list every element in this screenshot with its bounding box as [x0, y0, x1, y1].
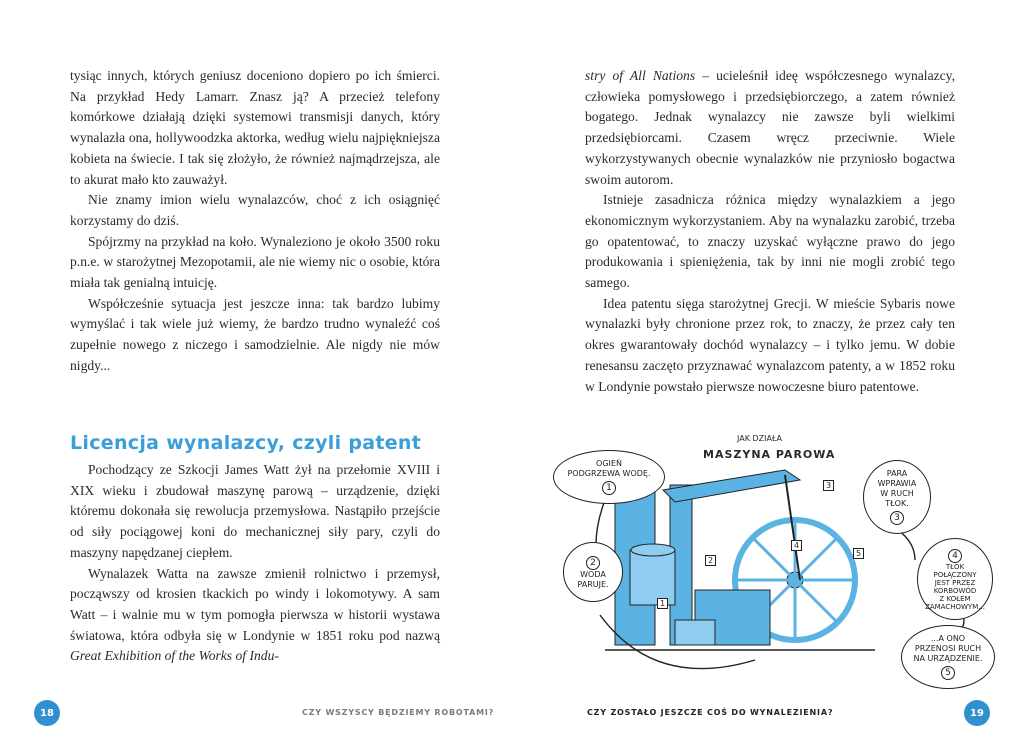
callout-line: TŁOK.	[885, 499, 909, 508]
callout-line: POŁĄCZONY	[933, 571, 977, 579]
running-footer-left: CZY WSZYSCY BĘDZIEMY ROBOTAMI?	[302, 708, 495, 717]
paragraph: Współcześnie sytuacja jest jeszcze inna: tak bardzo lubimy wymyślać i tak wiele już wiemy, że bardzo trudno wynaleźć coś zupełnie nowego z niczego i samodzielnie. Ale nigdy nie mów nigdy...	[70, 295, 440, 373]
running-footer-right: CZY ZOSTAŁO JESZCZE COŚ DO WYNALEZIENIA?	[587, 708, 834, 717]
step-number: 2	[586, 556, 600, 570]
callout-line: PARA	[886, 469, 908, 478]
callout-line: ...A ONO	[930, 634, 966, 643]
section-heading: Licencja wynalazcy, czyli patent	[70, 432, 422, 454]
callout-line: KORBOWÓD	[933, 587, 977, 595]
paragraph: Idea patentu sięga starożytnej Grecji. W mieście Sybaris nowe wynalazki były chronione przez rok, to znaczy, że przez cały ten okres gwarantowały dochód wynalazcy – i tylko jemu. W dobie renesansu zaczęto przyznawać wynalazcom patenty, a w 1852 roku w Londynie powstało pierwsze nowoczesne biuro patentowe.	[585, 295, 955, 394]
paragraph: tysiąc innych, których geniusz doceniono dopiero po ich śmierci. Na przykład Hedy Lamarr. Znasz ją? A przecież telefony komórkowe działają dzięki systemowi transmisji danych, który wynalazła ona, hollywoodzka aktorka, według wielu najpiękniejsza kobieta na świecie. I tak się złożyło, że również najmądrzejsza, ale to akurat mało kto zauważył.	[70, 68, 440, 187]
callout-line: JEST PRZEZ	[934, 579, 976, 587]
step-number: 4	[948, 549, 962, 563]
paragraph	[585, 66, 955, 190]
left-page-text	[70, 66, 440, 377]
callout-piston	[917, 538, 993, 620]
callout-line: PODGRZEWA WODĘ.	[567, 469, 651, 478]
machine-label: 5	[853, 548, 864, 559]
steam-engine-illustration	[545, 430, 1005, 690]
paragraph	[70, 564, 440, 668]
paragraph: Istnieje zasadnicza różnica między wynalazkiem a jego ekonomicznym wykorzystaniem. Aby na wynalazku zarobić, trzeba go opatentować, to znaczy uzyskać wyłączne prawo do jego produkowania i spieniężenia, tak by inni nie mogli zrobić tego samego.	[585, 192, 955, 291]
illustration-subtitle: JAK DZIAŁA	[737, 434, 782, 443]
callout-fire	[553, 450, 665, 504]
callout-steam	[863, 460, 931, 534]
step-number: 3	[890, 511, 904, 525]
paragraph-text: Wynalazek Watta na zawsze zmienił rolnictwo i przemysł, począwszy od krosien tkackich po windy i lokomotywy. A sam Watt – i walnie mu w tym pomogła pierwsza w historii wystawa światowa, która odbyła się w Londynie w 1851 roku pod nazwą	[70, 565, 440, 643]
paragraph-text: – ucieleśnił ideę współczesnego wynalazcy, człowieka pomysłowego i przedsiębiorczego, a zatem również bogatego. Jednak wynalazcy nie zawsze byli wielkimi przedsiębiorcami. Czasem wręcz przeciwnie. Wiele wykorzystywanych obecnie wynalazków nie przyniosło bogactwa swoim autorom.	[585, 68, 955, 187]
italic-title: stry of All Nations	[585, 68, 696, 83]
illustration-title: MASZYNA PAROWA	[703, 448, 836, 461]
page-number-left: 18	[34, 700, 60, 726]
callout-line: PARUJE.	[577, 580, 609, 589]
step-number: 1	[602, 481, 616, 495]
callout-line: PRZENOSI RUCH	[914, 644, 982, 653]
machine-label: 2	[705, 555, 716, 566]
callout-line: TŁOK	[945, 563, 965, 571]
italic-title: Great Exhibition of the Works of Indu-	[70, 648, 279, 664]
machine-label: 1	[657, 598, 668, 609]
callout-wheel	[901, 625, 995, 689]
callout-line: WODA	[580, 570, 606, 579]
machine-label: 3	[823, 480, 834, 491]
left-page-section-text	[70, 460, 440, 667]
right-page-text	[585, 66, 955, 397]
page-number-right: 19	[964, 700, 990, 726]
callout-line: W RUCH	[880, 489, 914, 498]
machine-label: 4	[791, 540, 802, 551]
callout-line: OGIEŃ	[596, 459, 622, 468]
callout-line: NA URZĄDZENIE.	[913, 654, 983, 663]
callout-line: Z KOŁEM	[939, 595, 971, 603]
step-number: 5	[941, 666, 955, 680]
paragraph: Spójrzmy na przykład na koło. Wynaleziono je około 3500 roku p.n.e. w starożytnej Mezopotamii, ale nie wiemy nic o osobie, która miała tak genialną intuicję.	[70, 233, 440, 291]
callout-line: ZAMACHOWYM...	[925, 603, 985, 611]
paragraph: Pochodzący ze Szkocji James Watt żył na przełomie XVIII i XIX wieku i zbudował maszynę parową – urządzenie, dzięki któremu dokonała się rewolucja przemysłowa. Nastąpiło przejście od siły pociągowej koni do mechanicznej siły pary, czyli do maszyny napędzanej ciepłem.	[70, 462, 440, 560]
callout-water	[563, 542, 623, 602]
paragraph: Nie znamy imion wielu wynalazców, choć z ich osiągnięć korzystamy do dziś.	[70, 192, 440, 228]
callout-line: WPRAWIA	[877, 479, 917, 488]
